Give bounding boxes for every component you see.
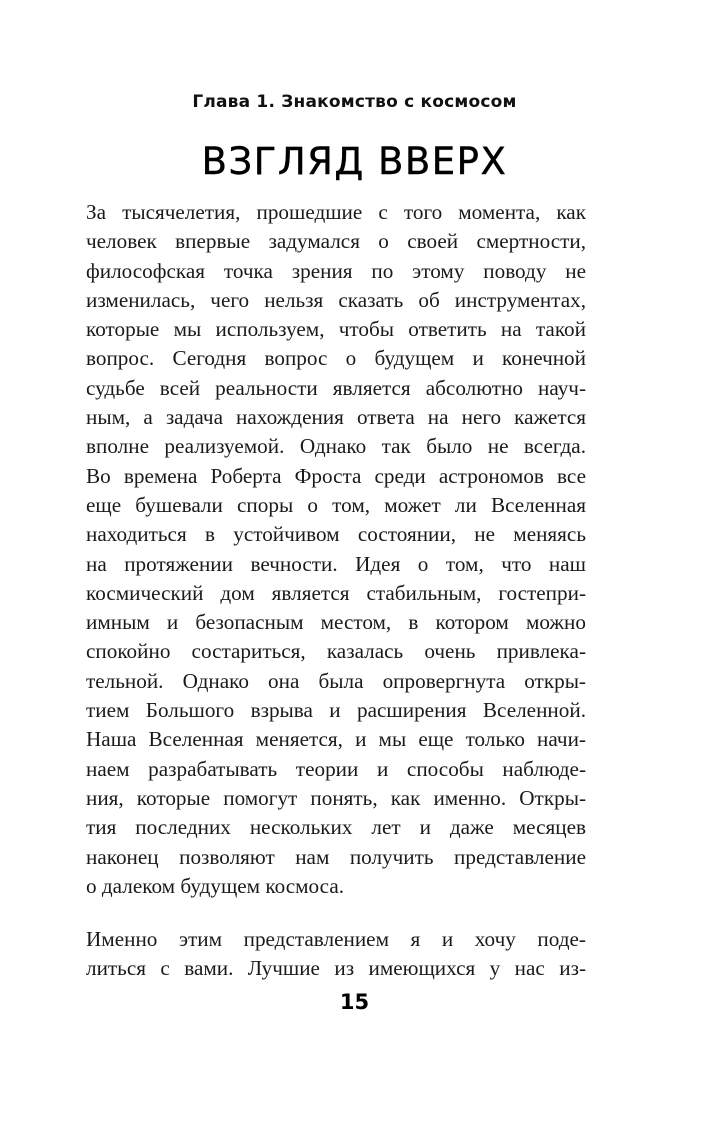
text-line: вопрос. Сегодня вопрос о будущем и конечной [86,346,586,371]
text-line: Наша Вселенная меняется, и мы еще только начи- [86,727,586,752]
text-line: ным, а задача нахождения ответа на него кажется [86,405,586,430]
page-number: 15 [339,990,370,1014]
text-line: тия последних нескольких лет и даже месяцев [86,815,586,840]
text-line: Во времена Роберта Фроста среди астрономов все [86,463,586,488]
chapter-title: ВЗГЛЯД ВВЕРХ [201,140,508,183]
text-line: спокойно состариться, казалась очень привлека- [86,639,586,664]
text-line: ния, которые помогут понять, как именно. Откры- [86,785,586,810]
text-line: наконец позволяют нам получить представление [86,844,586,869]
paragraph-1 [86,198,586,901]
text-line: литься с вами. Лучшие из имеющихся у нас из- [86,956,586,981]
text-line: тельной. Однако она была опровергнута откры- [86,668,586,693]
running-header: Глава 1. Знакомство с космосом [192,92,517,112]
text-line: Именно этим представлением я и хочу поде- [86,927,586,951]
text-line: наем разрабатывать теории и способы наблюде- [86,756,586,781]
text-line: тием Большого взрыва и расширения Вселенной. [86,698,586,723]
paragraph-2 [86,925,586,984]
text-line: судьбе всей реальности является абсолютно науч- [86,375,586,400]
text-line: на протяжении вечности. Идея о том, что наш [86,551,586,576]
text-line: находиться в устойчивом состоянии, не меняясь [86,522,586,547]
text-line: изменилась, чего нельзя сказать об инструментах, [86,287,586,312]
text-line: о далеком будущем космоса. [86,873,345,898]
text-line: философская точка зрения по этому поводу не [86,258,586,283]
text-line: человек впервые задумался о своей смертности, [86,229,586,254]
text-line: космический дом является стабильным, гостепри- [86,580,586,605]
text-line: которые мы используем, чтобы ответить на такой [86,317,586,342]
text-line: За тысячелетия, прошедшие с того момента, как [86,200,586,224]
text-line: имным и безопасным местом, в котором можно [86,610,586,635]
text-line: вполне реализуемой. Однако так было не всегда. [86,434,586,459]
text-line: еще бушевали споры о том, может ли Вселенная [86,492,586,517]
